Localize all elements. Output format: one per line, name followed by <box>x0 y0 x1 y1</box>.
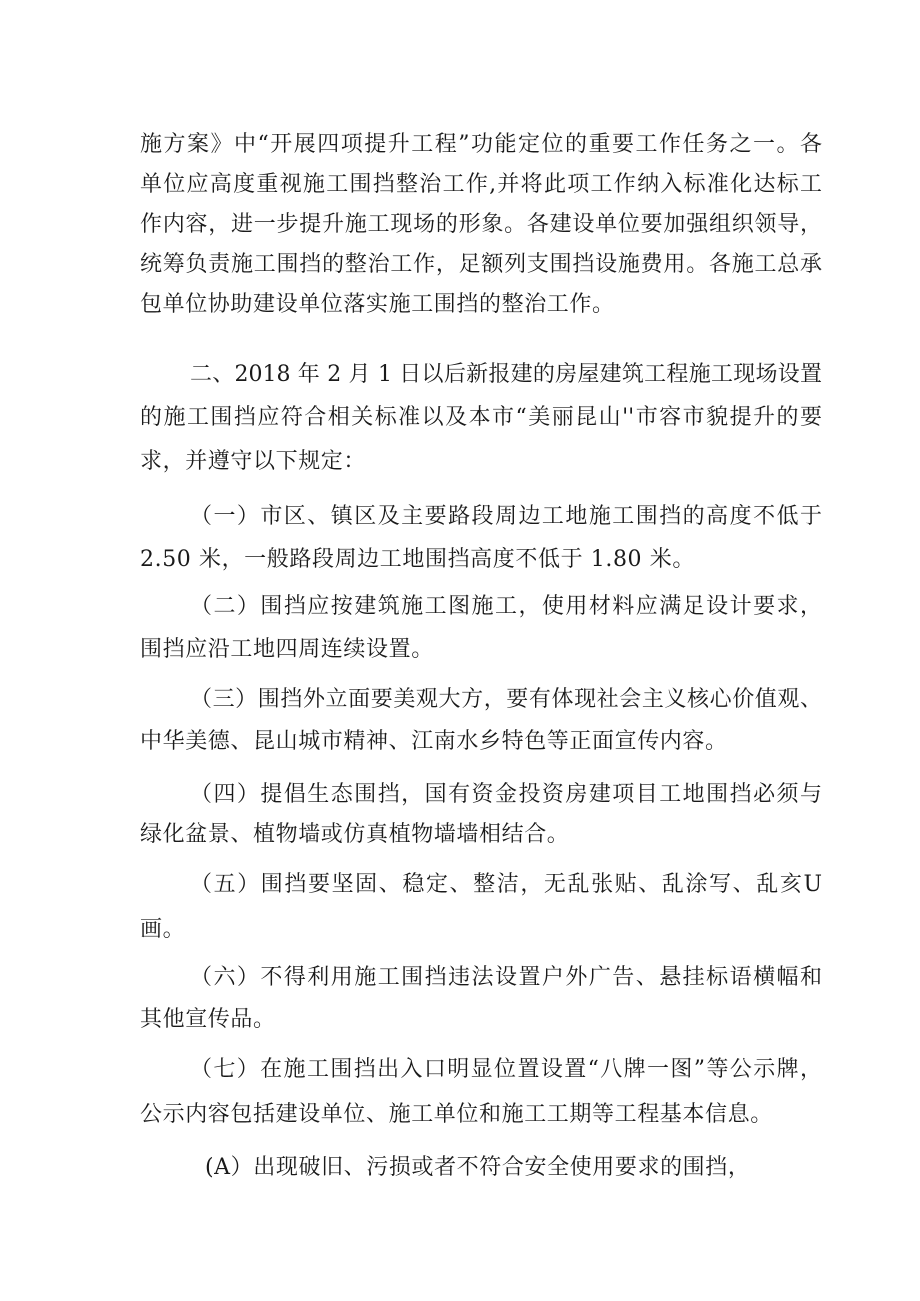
text-line: (A）出现破旧、污损或者不符合安全使用要求的围挡， <box>205 1155 751 1180</box>
text-line: 求，并遵守以下规定： <box>140 449 367 474</box>
text-line: 其他宣传品。 <box>140 1007 276 1032</box>
text-line: （三）围挡外立面要美观大方，要有体现社会主义核心价值观、 <box>190 687 822 712</box>
text-line: 2.50 米，一般路段周边工地围挡高度不低于 1.80 米。 <box>140 547 695 572</box>
text-line: 公示内容包括建设单位、施工单位和施工工期等工程基本信息。 <box>140 1102 773 1127</box>
text-line: 画。 <box>140 917 186 942</box>
text-line: 绿化盆景、植物墙或仿真植物墙墙相结合。 <box>140 822 570 847</box>
text-line: 中华美德、昆山城市精神、江南水乡特色等正面宣传内容。 <box>140 729 728 754</box>
text-line: 包单位协助建设单位落实施工围挡的整治工作。 <box>140 292 615 317</box>
text-line: （二）围挡应按建筑施工图施工，使用材料应满足设计要求， <box>190 594 822 619</box>
text-line: （七）在施工围挡出入口明显位置设置“八牌一图”等公示牌， <box>190 1057 822 1082</box>
text-line: （四）提倡生态围挡，国有资金投资房建项目工地围挡必须与 <box>190 782 822 807</box>
text-line: （六）不得利用施工围挡违法设置户外广告、悬挂标语横幅和 <box>190 965 822 990</box>
text-line: （一）市区、镇区及主要路段周边工地施工围挡的高度不低于 <box>190 504 822 529</box>
text-line: 单位应高度重视施工围挡整治工作,并将此项工作纳入标准化达标工 <box>140 172 822 197</box>
text-line: 作内容，进一步提升施工现场的形象。各建设单位要加强组织领导， <box>140 212 822 237</box>
text-line: 的施工围挡应符合相关标准以及本市“美丽昆山''市容市貌提升的要 <box>140 405 822 430</box>
text-line: 统筹负责施工围挡的整治工作，足额列支围挡设施费用。各施工总承 <box>140 252 822 277</box>
text-line: （五）围挡要坚固、稳定、整洁，无乱张贴、乱涂写、乱亥U <box>190 872 822 897</box>
text-line: 二、2018 年 2 月 1 日以后新报建的房屋建筑工程施工现场设置 <box>190 362 822 387</box>
text-line: 围挡应沿工地四周连续设置。 <box>140 637 434 662</box>
text-line: 施方案》中“开展四项提升工程”功能定位的重要工作任务之一。各 <box>140 132 822 157</box>
